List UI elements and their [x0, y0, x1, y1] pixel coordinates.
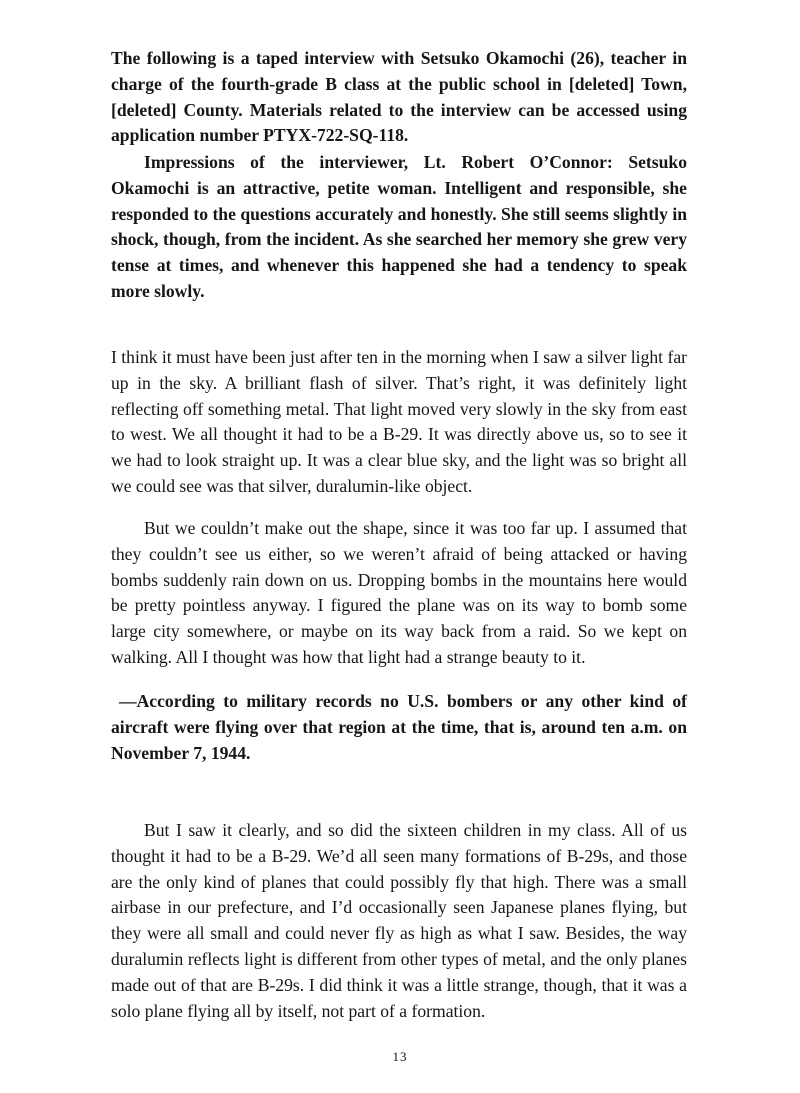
body-paragraph: I think it must have been just after ten in the morning when I saw a silver light far up in the sky. A brilliant flash of silver. That’s right, it was definitely light reflecting off something metal. That light moved very slowly in the sky from east to west. We all thought it had to be a B-29. It was directly above us, so to see it we had to look straight up. It was a clear blue sky, and the light was so bright all we could see was that silver, duralumin-like object. — [111, 347, 687, 496]
interview-intro — [111, 46, 687, 149]
page-number: 13 — [392, 1049, 408, 1064]
testimony-paragraph-1 — [111, 345, 687, 500]
impressions-paragraph: Impressions of the interviewer, Lt. Robert O’Connor: Setsuko Okamochi is an attractive, petite woman. Intelligent and responsible, she responded to the questions accurately and honestly. She still seems slightly in shock, though, from the incident. As she searched her memory she grew very tense at times, and whenever this happened she had a tendency to speak more slowly. — [111, 152, 687, 301]
military-note-paragraph: —According to military records no U.S. bombers or any other kind of aircraft were flying over that region at the time, that is, around ten a.m. on November 7, 1944. — [111, 691, 687, 763]
body-paragraph: But we couldn’t make out the shape, since it was too far up. I assumed that they couldn’t see us either, so we weren’t afraid of being attacked or having bombs suddenly rain down on us. Dropping bombs in the mountains here would be pretty pointless anyway. I figured the plane was on its way to bomb some large city somewhere, or maybe on its way back from a raid. So we kept on walking. All I thought was how that light had a strange beauty to it. — [111, 518, 687, 667]
testimony-paragraph-3 — [111, 818, 687, 1024]
military-records-note — [111, 689, 687, 766]
testimony-paragraph-2 — [111, 516, 687, 671]
interviewer-impressions — [111, 150, 687, 305]
intro-paragraph: The following is a taped interview with Setsuko Okamochi (26), teacher in charge of the fourth-grade B class at the public school in [deleted] Town, [deleted] County. Materials related to the interview can be accessed using application number PTYX-722-SQ-118. — [111, 48, 687, 146]
body-paragraph: But I saw it clearly, and so did the sixteen children in my class. All of us thought it had to be a B-29. We’d all seen many formations of B-29s, and those are the only kind of planes that could possibly fly that high. There was a small airbase in our prefecture, and I’d occasionally seen Japanese planes flying, but they were all small and could never fly as high as what I saw. Besides, the way duralumin reflects light is different from other types of metal, and the only planes made out of that are B-29s. I did think it was a little strange, though, that it was a solo plane flying all by itself, not part of a formation. — [111, 820, 687, 1021]
